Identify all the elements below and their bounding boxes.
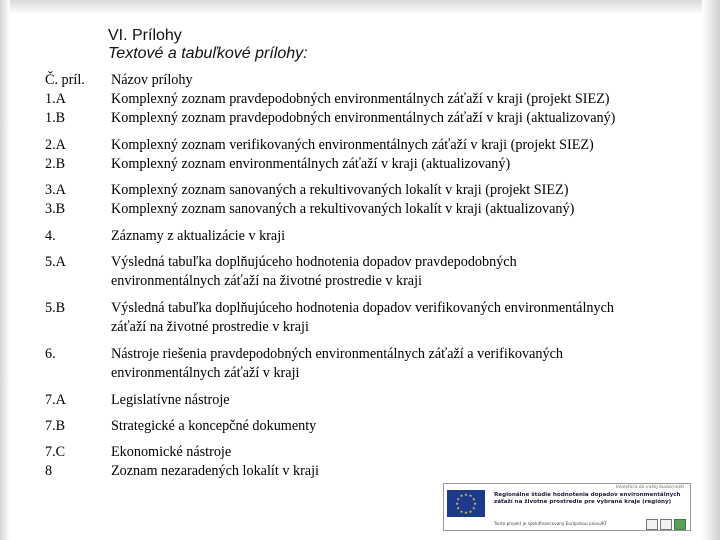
row-number-cell	[45, 227, 105, 246]
svg-text:★: ★	[456, 505, 460, 511]
row-number: 3.A	[45, 182, 66, 198]
row-number: 5.B	[45, 300, 66, 316]
row-number-cell	[45, 345, 105, 364]
row-number: 5.A	[45, 254, 66, 270]
row-number: 4.	[45, 228, 56, 244]
row-name-cell	[111, 136, 691, 174]
eu-flag-icon	[447, 490, 485, 517]
row-number: 2.A	[45, 137, 66, 153]
row-name-cell	[111, 443, 691, 481]
row-name-cell	[111, 181, 691, 219]
slide-title: VI. Prílohy	[108, 27, 182, 44]
slide-frame-right	[702, 0, 720, 540]
row-name-line: Zoznam nezaradených lokalít v kraji	[111, 463, 319, 479]
row-number-cell	[45, 253, 105, 272]
svg-text:★: ★	[456, 496, 460, 502]
row-name-line: Legislatívne nástroje	[111, 392, 230, 408]
banner-project-title	[494, 492, 686, 506]
row-number-cell	[45, 181, 105, 219]
row-name-line: Komplexný zoznam pravdepodobných environmentálnych záťaží v kraji (projekt SIEZ)	[111, 91, 610, 107]
partner-logo-icon	[674, 519, 686, 530]
slide-frame-left	[0, 0, 10, 540]
row-number-cell	[45, 136, 105, 174]
row-number: 8	[45, 463, 53, 479]
row-name-line: Komplexný zoznam sanovaných a rekultivovaných lokalít v kraji (projekt SIEZ)	[111, 182, 569, 198]
row-number: 6.	[45, 346, 56, 362]
slide-header	[108, 27, 308, 63]
svg-text:★: ★	[473, 501, 477, 506]
row-name-line: Nástroje riešenia pravdepodobných environmentálnych záťaží a verifikovaných	[111, 346, 563, 362]
eu-flag-stars	[447, 490, 485, 517]
row-name-line: Strategické a koncepčné dokumenty	[111, 418, 317, 434]
row-number-cell	[45, 90, 105, 128]
svg-text:★: ★	[472, 496, 476, 502]
row-number: 2.B	[45, 156, 66, 172]
row-name-line: Ekonomické nástroje	[111, 444, 232, 460]
row-name-cell	[111, 391, 691, 410]
partner-logo-icon	[660, 519, 672, 530]
row-name-cell	[111, 345, 691, 383]
banner-slogan: Investícia do vašej budúcnosti	[616, 485, 684, 490]
svg-text:★: ★	[472, 505, 476, 511]
row-name-line: Výsledná tabuľka doplňujúceho hodnotenia dopadov verifikovaných environmentálnych	[111, 300, 614, 316]
banner-title-line: záťaží na životné prostredie pre vybrané kraje (regióny)	[494, 499, 672, 505]
row-number-cell	[45, 391, 105, 410]
svg-text:★: ★	[464, 510, 468, 515]
partner-logo-icon	[646, 519, 658, 530]
row-name-line: environmentálnych záťaží v kraji	[111, 365, 300, 381]
row-number-cell	[45, 443, 105, 481]
row-name-cell	[111, 417, 691, 436]
project-banner	[443, 483, 691, 531]
row-name-line: Výsledná tabuľka doplňujúceho hodnotenia dopadov pravdepodobných	[111, 254, 517, 270]
slide-subtitle: Textové a tabuľkové prílohy:	[108, 45, 308, 62]
row-number: 1.B	[45, 110, 66, 126]
row-name-line: Komplexný zoznam verifikovaných environmentálnych záťaží v kraji (projekt SIEZ)	[111, 137, 594, 153]
row-name-line: Komplexný zoznam environmentálnych záťaží v kraji (aktualizovaný)	[111, 156, 511, 172]
banner-title-line: Regionálne štúdie hodnotenia dopadov environmentálnych	[494, 492, 681, 498]
row-name-line: Komplexný zoznam sanovaných a rekultivovaných lokalít v kraji (aktualizovaný)	[111, 201, 575, 217]
svg-text:★: ★	[468, 493, 473, 499]
row-number: 1.A	[45, 91, 66, 107]
row-name-cell	[111, 227, 691, 246]
row-number-cell	[45, 417, 105, 436]
row-number-cell	[45, 299, 105, 318]
banner-footer: Tento projekt je spolufinancovaný Európskou úniou/KF	[494, 521, 608, 526]
row-name-line: záťaží na životné prostredie v kraji	[111, 319, 309, 335]
row-name-cell	[111, 253, 691, 291]
slide-frame-top	[0, 0, 720, 14]
svg-text:★: ★	[459, 508, 464, 514]
row-name-line: Komplexný zoznam pravdepodobných environmentálnych záťaží v kraji (aktualizovaný)	[111, 110, 616, 126]
svg-text:★: ★	[455, 501, 459, 506]
svg-text:★: ★	[464, 492, 468, 497]
svg-text:★: ★	[468, 508, 473, 514]
row-name-cell	[111, 90, 691, 128]
row-name-line: environmentálnych záťaží na životné prostredie v kraji	[111, 273, 422, 289]
row-name-cell	[111, 299, 691, 337]
row-name-line: Záznamy z aktualizácie v kraji	[111, 228, 286, 244]
column-header-number: Č. príl.	[45, 72, 85, 88]
row-number: 7.A	[45, 392, 66, 408]
column-header-name: Názov prílohy	[111, 72, 193, 88]
row-number: 3.B	[45, 201, 66, 217]
banner-logos	[646, 519, 686, 530]
svg-text:★: ★	[459, 493, 464, 499]
row-number: 7.C	[45, 444, 66, 460]
row-number: 7.B	[45, 418, 66, 434]
